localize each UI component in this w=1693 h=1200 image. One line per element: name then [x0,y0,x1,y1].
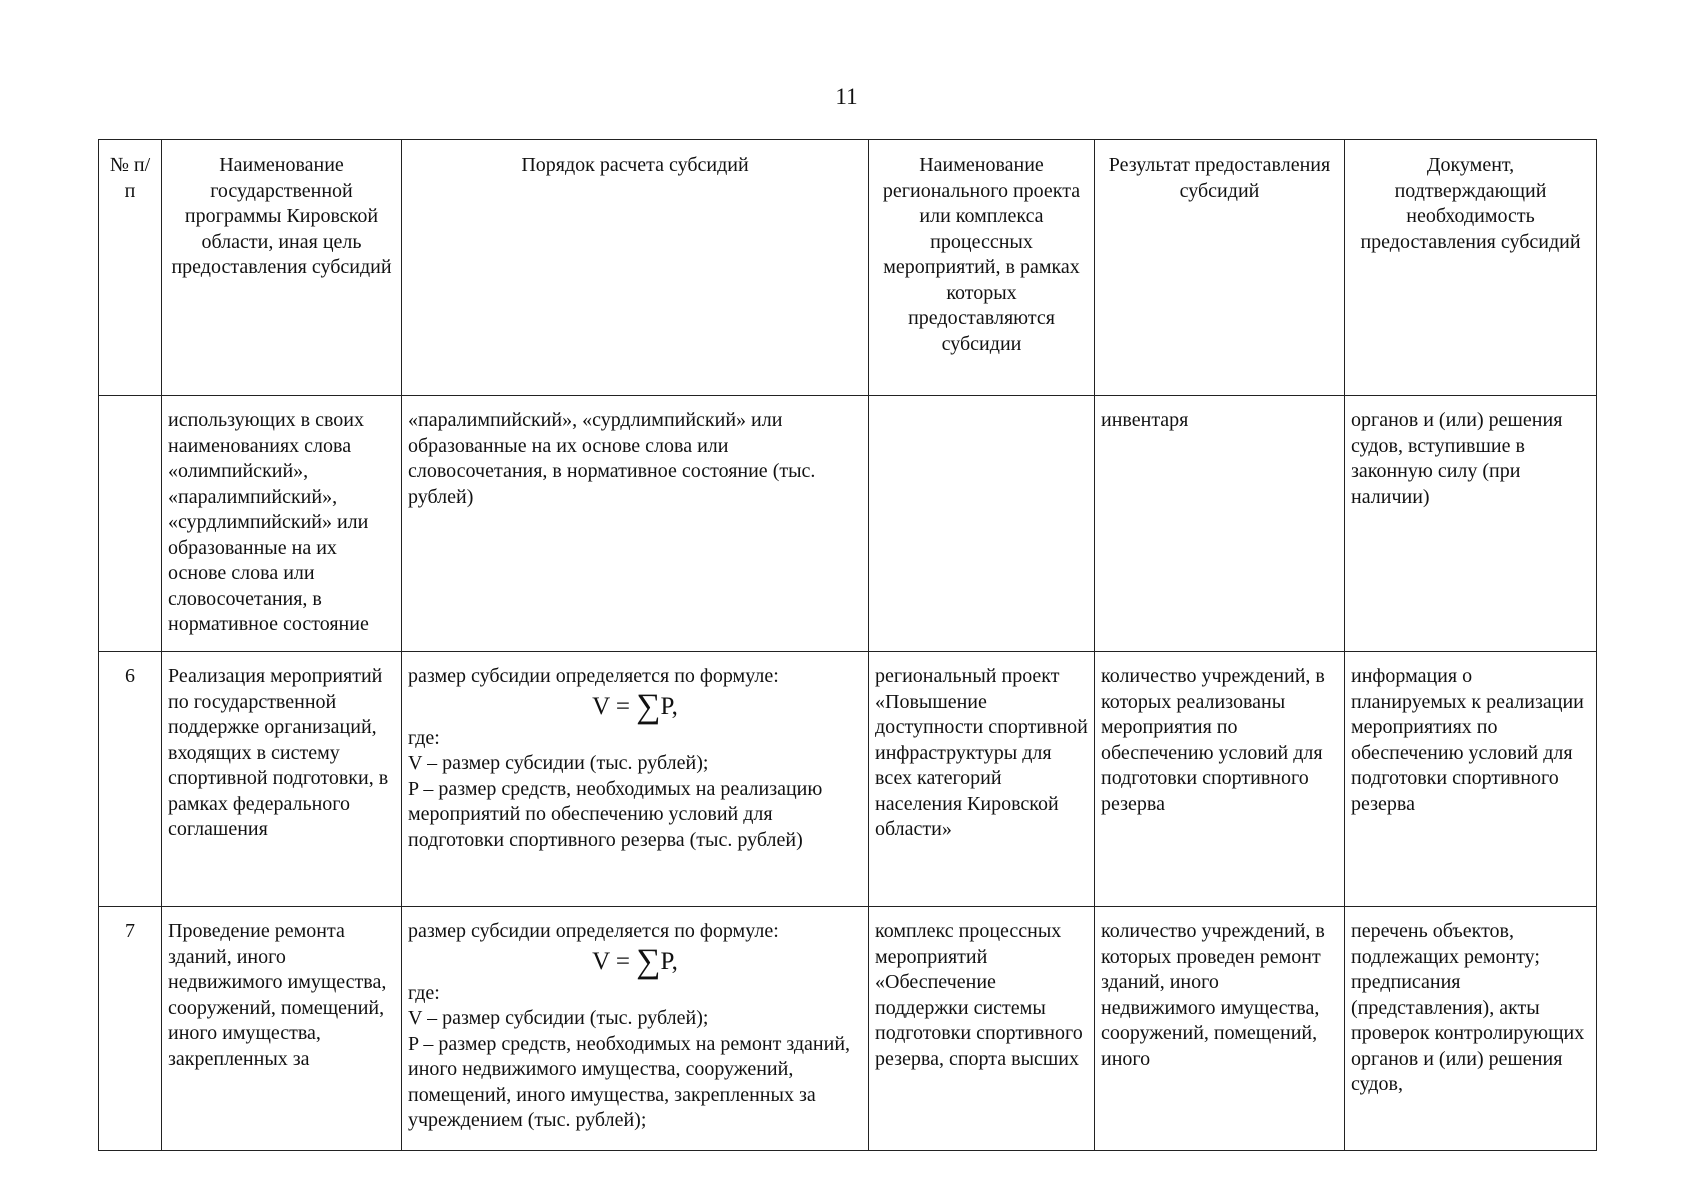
sum-symbol: ∑ [636,687,661,725]
table-row [99,652,1597,907]
row-program: Проведение ремонта зданий, иного недвижимого имущества, сооружений, помещений, иного имущества, закрепленных за [162,907,402,1151]
row-result: количество учреждений, в которых проведен ремонт зданий, иного недвижимого имущества, сооружений, помещений, иного [1095,907,1345,1151]
formula-right: P, [660,947,678,975]
row-document: органов и (или) решения судов, вступившие в законную силу (при наличии) [1345,396,1597,652]
calc-intro: размер субсидии определяется по формуле: [408,665,779,687]
table-row [99,396,1597,652]
row-project: региональный проект «Повышение доступности спортивной инфраструктуры для всех категорий населения Кировской области» [869,652,1095,907]
row-project: комплекс процессных мероприятий «Обеспечение поддержки системы подготовки спортивного резерва, спорта высших [869,907,1095,1151]
calc-v-definition: V – размер субсидии (тыс. рублей); [408,752,709,774]
formula [408,687,862,725]
calc-p-definition: P – размер средств, необходимых на реализацию мероприятий по обеспечению условий для подготовки спортивного резерва (тыс. рублей) [408,777,823,851]
row-num: 6 [99,652,162,907]
subsidy-table [98,139,1597,1151]
header-program: Наименование государственной программы Кировской области, иная цель предоставления субсидий [162,140,402,396]
row-result: количество учреждений, в которых реализованы мероприятия по обеспечению условий для подготовки спортивного резерва [1095,652,1345,907]
header-calc: Порядок расчета субсидий [402,140,869,396]
header-result: Результат предоставления субсидий [1095,140,1345,396]
row-document: перечень объектов, подлежащих ремонту; предписания (представления), акты проверок контролирующих органов и (или) решения судов, [1345,907,1597,1151]
formula-right: P, [660,692,678,720]
calc-where: где: [408,981,440,1004]
header-document: Документ, подтверждающий необходимость предоставления субсидий [1345,140,1597,396]
formula-left: V = [592,692,637,720]
row-project [869,396,1095,652]
calc-p-definition: P – размер средств, необходимых на ремонт зданий, иного недвижимого имущества, сооружений, помещений, иного имущества, закрепленных за учреждением (тыс. рублей); [408,1032,851,1131]
row-calc [402,907,869,1151]
formula [408,942,862,980]
formula-left: V = [592,947,637,975]
page-number: 11 [835,84,858,109]
calc-intro: размер субсидии определяется по формуле: [408,920,779,942]
header-num: № п/п [99,140,162,396]
calc-v-definition: V – размер субсидии (тыс. рублей); [408,1007,709,1029]
row-num: 7 [99,907,162,1151]
row-program: использующих в своих наименованиях слова «олимпийский», «паралимпийский», «сурдлимпийский» или образованные на их основе слова или словосочетания, в нормативное состояние [162,396,402,652]
row-document: информация о планируемых к реализации мероприятиях по обеспечению условий для подготовки спортивного резерва [1345,652,1597,907]
calc-where: где: [408,726,440,749]
row-num [99,396,162,652]
row-calc: «паралимпийский», «сурдлимпийский» или образованные на их основе слова или словосочетания, в нормативное состояние (тыс. рублей) [402,396,869,652]
header-project: Наименование регионального проекта или комплекса процессных мероприятий, в рамках которых предоставляются субсидии [869,140,1095,396]
row-program: Реализация мероприятий по государственной поддержке организаций, входящих в систему спортивной подготовки, в рамках федерального соглашения [162,652,402,907]
table-header-row [99,140,1597,396]
row-result: инвентаря [1095,396,1345,652]
sum-symbol: ∑ [636,942,661,980]
row-calc [402,652,869,907]
table-row [99,907,1597,1151]
